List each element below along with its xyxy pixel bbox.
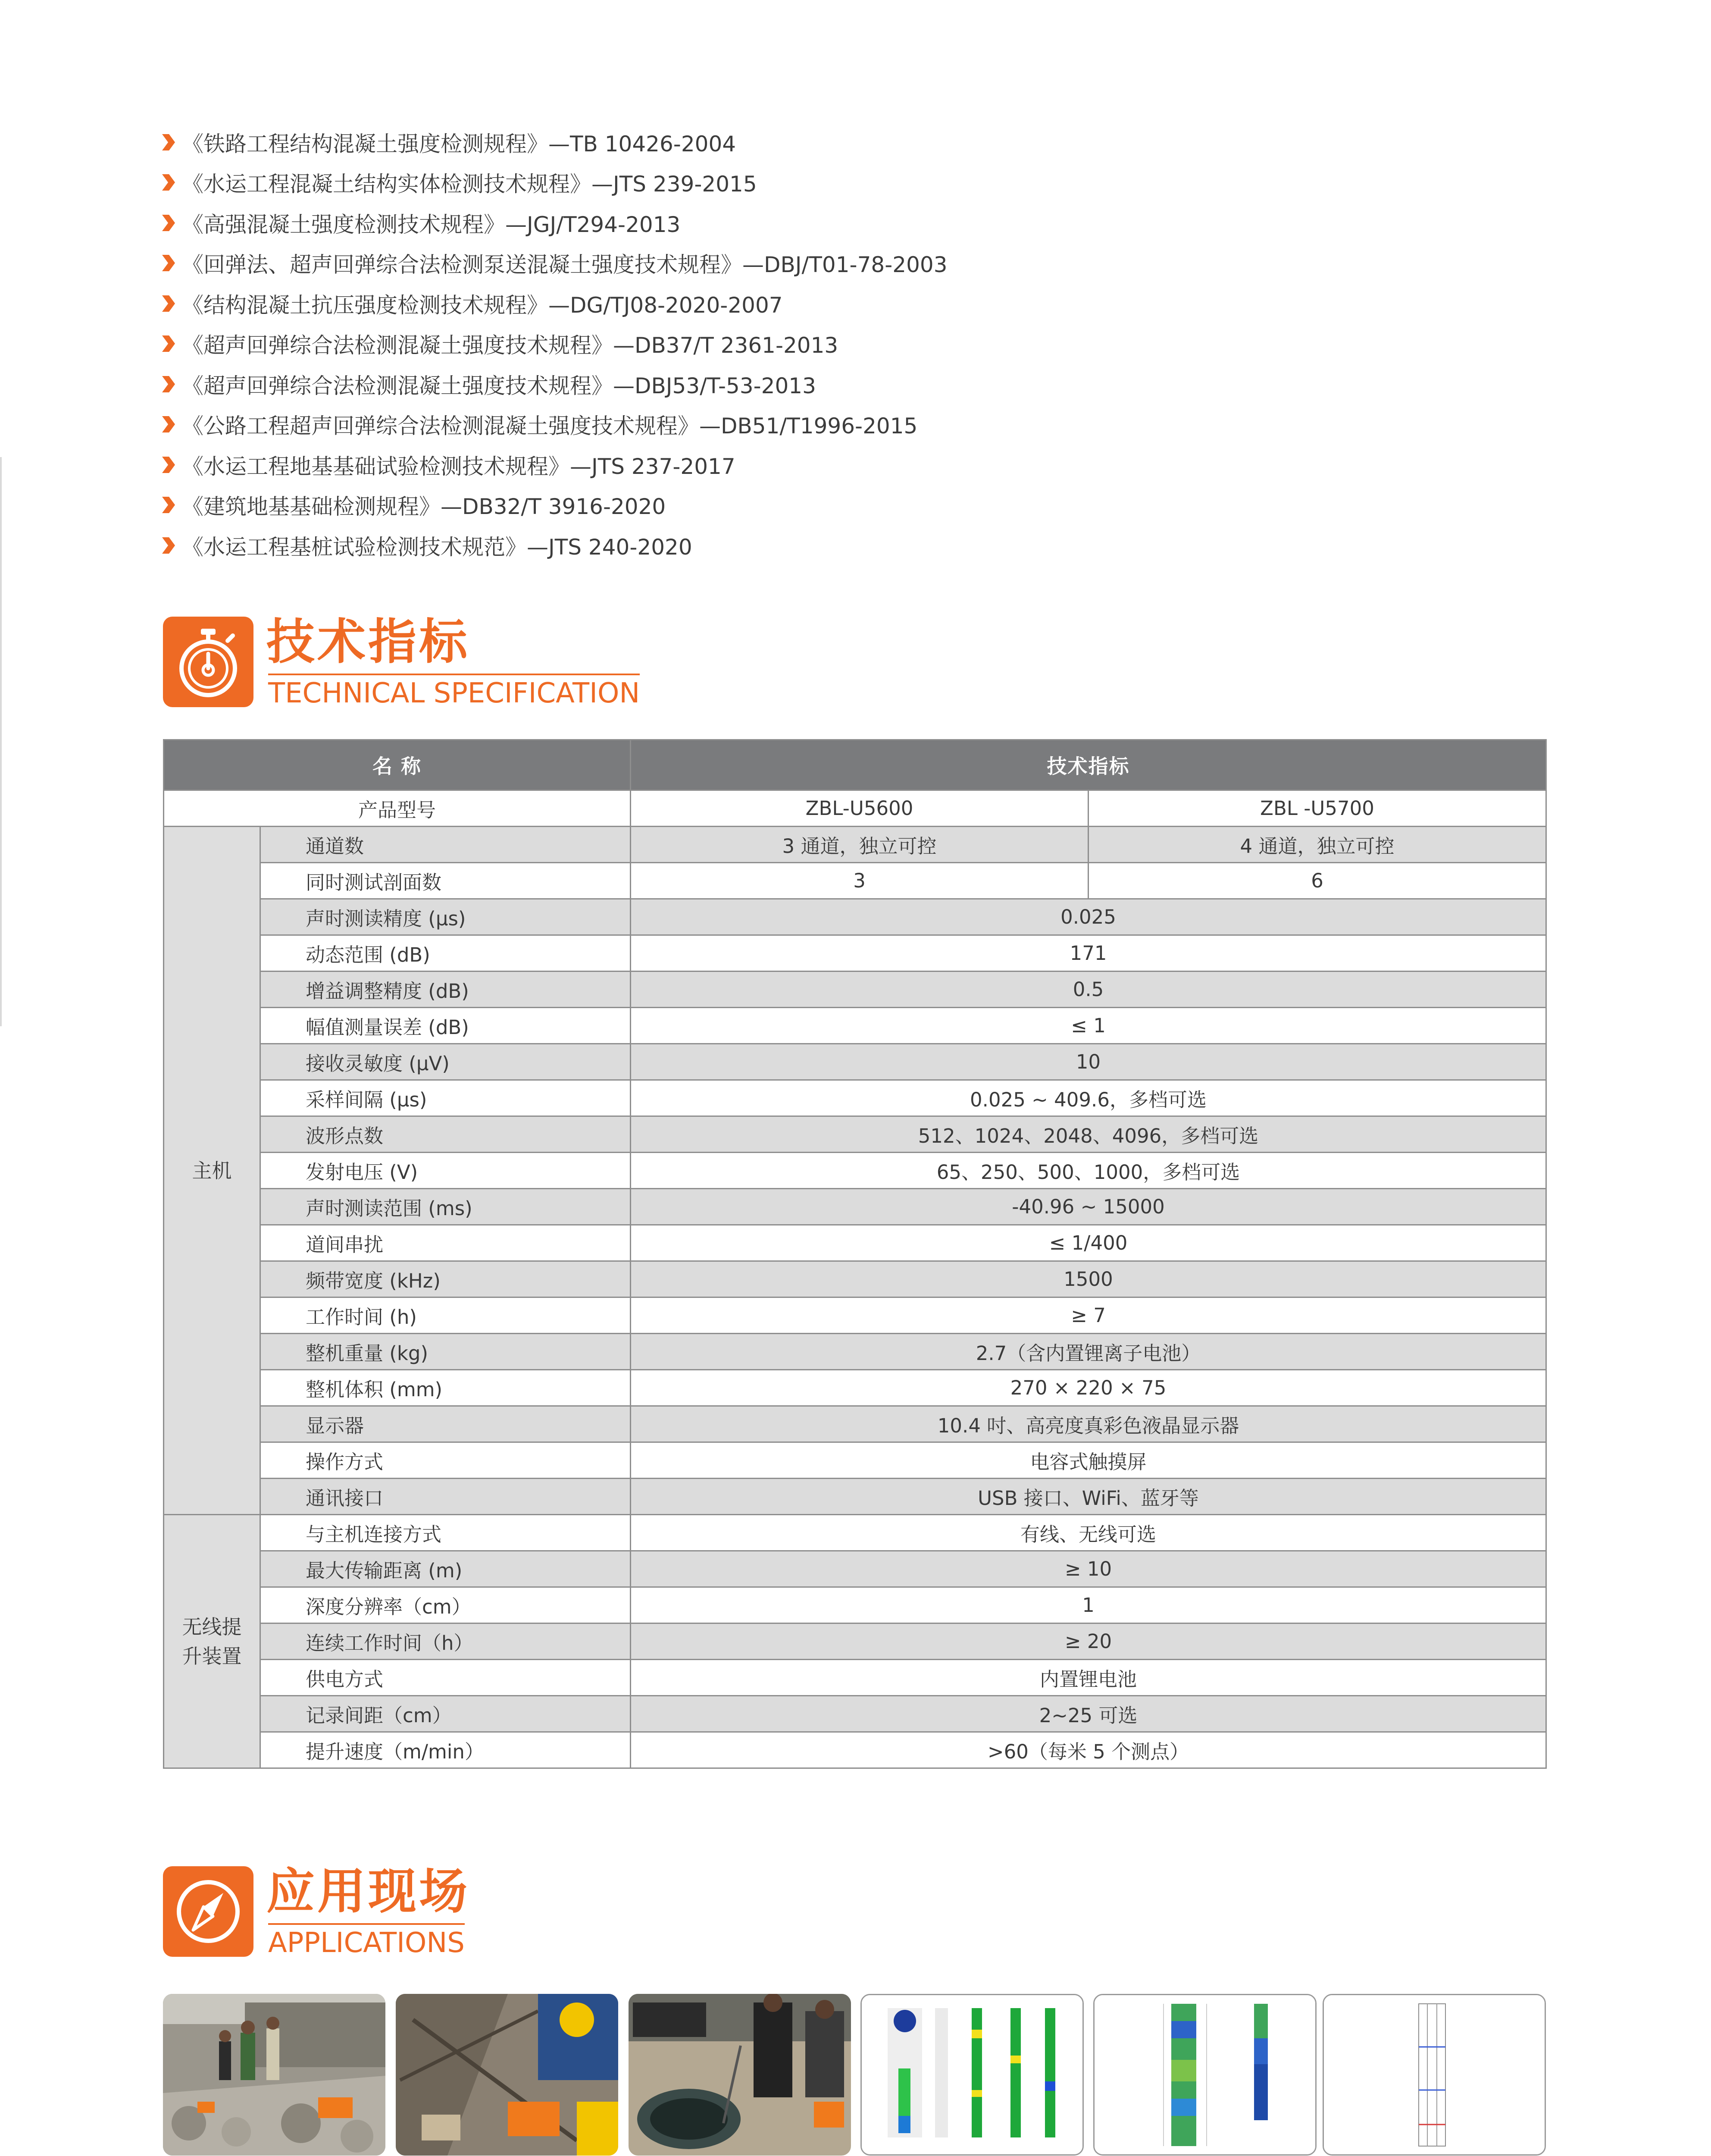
header-spec: 技术指标	[631, 740, 1546, 790]
standard-text: 《建筑地基基础检测规程》—DB32/T 3916-2020	[182, 494, 666, 520]
software-screenshot-velocity-map	[1093, 1994, 1317, 2156]
standards-list	[160, 122, 948, 566]
spec-param-name: 提升速度（m/min）	[260, 1732, 631, 1768]
chevron-right-icon	[160, 172, 177, 193]
model-u5700: ZBL -U5700	[1089, 790, 1546, 827]
spec-param-name: 通道数	[260, 827, 631, 863]
standard-text: 《超声回弹综合法检测混凝土强度技术规程》—DB37/T 2361-2013	[182, 333, 838, 358]
spec-value: 0.025 ~ 409.6，多档可选	[631, 1080, 1546, 1116]
spec-value: ≥ 10	[631, 1551, 1546, 1587]
spec-row	[164, 1660, 1546, 1696]
software-screenshot-cage-structure	[1323, 1994, 1546, 2156]
spec-param-name: 声时测读范围 (ms)	[260, 1189, 631, 1225]
spec-param-name: 动态范围 (dB)	[260, 935, 631, 971]
spec-param-name: 连续工作时间（h）	[260, 1623, 631, 1660]
standard-text: 《结构混凝土抗压强度检测技术规程》—DG/TJ08-2020-2007	[182, 292, 783, 318]
applications-subtitle: APPLICATIONS	[268, 1923, 465, 1959]
spec-param-name: 最大传输距离 (m)	[260, 1551, 631, 1587]
standard-item	[160, 243, 948, 284]
standard-item	[160, 404, 948, 445]
spec-value: -40.96 ~ 15000	[631, 1189, 1546, 1225]
chevron-right-icon	[160, 454, 177, 476]
standard-item	[160, 445, 948, 485]
spec-row	[164, 863, 1546, 899]
spec-value: 10.4 吋、高亮度真彩色液晶显示器	[631, 1406, 1546, 1442]
standard-item	[160, 364, 948, 404]
page-edge-mark	[0, 457, 2, 1026]
chevron-right-icon	[160, 252, 177, 274]
tech-spec-subtitle: TECHNICAL SPECIFICATION	[268, 674, 640, 710]
spec-row	[164, 1406, 1546, 1442]
spec-param-name: 整机重量 (kg)	[260, 1334, 631, 1370]
spec-row	[164, 1479, 1546, 1515]
group-wireless-lift: 无线提升装置	[164, 1515, 260, 1768]
spec-table	[163, 739, 1547, 1769]
applications-title: 应用现场	[266, 1864, 470, 1920]
spec-param-name: 幅值测量误差 (dB)	[260, 1008, 631, 1044]
spec-param-name: 同时测试剖面数	[260, 863, 631, 899]
spec-row	[164, 899, 1546, 935]
spec-value: ≤ 1	[631, 1008, 1546, 1044]
spec-value: 6	[1089, 863, 1546, 899]
spec-value: 10	[631, 1044, 1546, 1080]
standard-item	[160, 525, 948, 566]
standard-text: 《水运工程混凝土结构实体检测技术规程》—JTS 239-2015	[182, 172, 757, 197]
spec-row	[164, 1008, 1546, 1044]
spec-param-name: 整机体积 (mm)	[260, 1370, 631, 1406]
spec-row	[164, 971, 1546, 1008]
chevron-right-icon	[160, 373, 177, 395]
spec-value: 512、1024、2048、4096，多档可选	[631, 1116, 1546, 1153]
spec-value: 0.5	[631, 971, 1546, 1008]
chevron-right-icon	[160, 212, 177, 234]
spec-param-name: 采样间隔 (μs)	[260, 1080, 631, 1116]
standard-item	[160, 485, 948, 526]
site-photo-pile-head	[163, 1994, 385, 2156]
stopwatch-icon	[163, 617, 253, 707]
spec-row	[164, 1696, 1546, 1732]
spec-param-name: 道间串扰	[260, 1225, 631, 1261]
spec-param-name: 声时测读精度 (μs)	[260, 899, 631, 935]
standard-item	[160, 203, 948, 243]
spec-row	[164, 1732, 1546, 1768]
spec-value: ≥ 7	[631, 1297, 1546, 1334]
spec-param-name: 供电方式	[260, 1660, 631, 1696]
spec-value: 2~25 可选	[631, 1696, 1546, 1732]
spec-param-name: 频带宽度 (kHz)	[260, 1261, 631, 1297]
standard-text: 《公路工程超声回弹综合法检测混凝土强度技术规程》—DB51/T1996-2015	[182, 414, 918, 439]
spec-row	[164, 1153, 1546, 1189]
spec-row	[164, 827, 1546, 863]
spec-row	[164, 935, 1546, 971]
spec-value: 内置锂电池	[631, 1660, 1546, 1696]
site-photo-workers	[396, 1994, 618, 2156]
spec-row	[164, 1044, 1546, 1080]
spec-row	[164, 1189, 1546, 1225]
spec-value: >60（每米 5 个测点）	[631, 1732, 1546, 1768]
standard-text: 《水运工程基桩试验检测技术规范》—JTS 240-2020	[182, 534, 692, 560]
standard-text: 《回弹法、超声回弹综合法检测泵送混凝土强度技术规程》—DBJ/T01-78-2003	[182, 252, 948, 278]
spec-row	[164, 1261, 1546, 1297]
model-u5600: ZBL-U5600	[631, 790, 1089, 827]
spec-value: 0.025	[631, 899, 1546, 935]
spec-row	[164, 1587, 1546, 1623]
spec-value: 171	[631, 935, 1546, 971]
spec-value: 2.7（含内置锂离子电池）	[631, 1334, 1546, 1370]
spec-row	[164, 1623, 1546, 1660]
standard-item	[160, 163, 948, 203]
site-photo-pile-testing	[629, 1994, 851, 2156]
spec-param-name: 发射电压 (V)	[260, 1153, 631, 1189]
standard-item	[160, 122, 948, 163]
standard-text: 《铁路工程结构混凝土强度检测规程》—TB 10426-2004	[182, 131, 736, 157]
standard-text: 《水运工程地基基础试验检测技术规程》—JTS 237-2017	[182, 454, 735, 479]
spec-value: USB 接口、WiFi、蓝牙等	[631, 1479, 1546, 1515]
chevron-right-icon	[160, 494, 177, 516]
spec-param-name: 记录间距（cm）	[260, 1696, 631, 1732]
spec-row	[164, 1370, 1546, 1406]
spec-value: 1	[631, 1587, 1546, 1623]
chevron-right-icon	[160, 293, 177, 314]
spec-row	[164, 1225, 1546, 1261]
chevron-right-icon	[160, 132, 177, 153]
spec-param-name: 通讯接口	[260, 1479, 631, 1515]
group-main-unit: 主机	[164, 827, 260, 1515]
spec-value: ≤ 1/400	[631, 1225, 1546, 1261]
tech-spec-title: 技术指标	[266, 614, 470, 670]
spec-value: 270 × 220 × 75	[631, 1370, 1546, 1406]
standard-item	[160, 324, 948, 364]
spec-value: 4 通道，独立可控	[1089, 827, 1546, 863]
spec-value: 1500	[631, 1261, 1546, 1297]
spec-value: ≥ 20	[631, 1623, 1546, 1660]
spec-param-name: 增益调整精度 (dB)	[260, 971, 631, 1008]
spec-value: 电容式触摸屏	[631, 1442, 1546, 1479]
spec-param-name: 波形点数	[260, 1116, 631, 1153]
chevron-right-icon	[160, 535, 177, 556]
spec-param-name: 操作方式	[260, 1442, 631, 1479]
spec-value: 3	[631, 863, 1089, 899]
spec-value: 65、250、500、1000，多档可选	[631, 1153, 1546, 1189]
spec-param-name: 深度分辨率（cm）	[260, 1587, 631, 1623]
spec-param-name: 与主机连接方式	[260, 1515, 631, 1551]
standard-text: 《超声回弹综合法检测混凝土强度技术规程》—DBJ53/T-53-2013	[182, 373, 816, 398]
spec-row	[164, 1551, 1546, 1587]
spec-param-name: 接收灵敏度 (μV)	[260, 1044, 631, 1080]
software-screenshot-pile-profiles	[860, 1994, 1084, 2156]
spec-row	[164, 1442, 1546, 1479]
standard-item	[160, 283, 948, 324]
spec-value: 有线、无线可选	[631, 1515, 1546, 1551]
model-label: 产品型号	[164, 790, 631, 827]
spec-row	[164, 1297, 1546, 1334]
spec-param-name: 工作时间 (h)	[260, 1297, 631, 1334]
spec-row	[164, 1080, 1546, 1116]
header-name: 名 称	[164, 740, 631, 790]
spec-value: 3 通道，独立可控	[631, 827, 1089, 863]
spec-row	[164, 1515, 1546, 1551]
spec-param-name: 显示器	[260, 1406, 631, 1442]
chevron-right-icon	[160, 333, 177, 354]
standard-text: 《高强混凝土强度检测技术规程》—JGJ/T294-2013	[182, 212, 681, 237]
spec-row	[164, 1116, 1546, 1153]
chevron-right-icon	[160, 414, 177, 435]
spec-row	[164, 1334, 1546, 1370]
compass-icon	[163, 1866, 253, 1957]
